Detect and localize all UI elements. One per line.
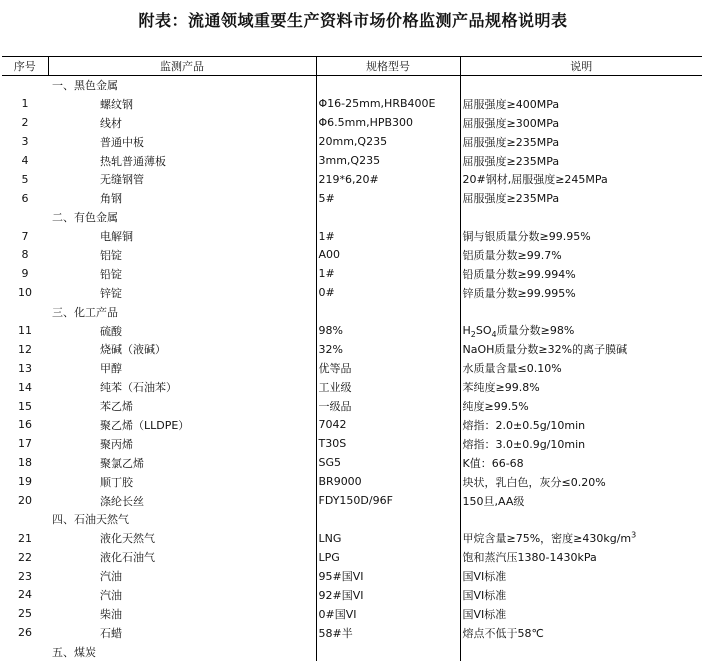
product-name: 石蜡 [100, 626, 122, 640]
row-number [2, 302, 48, 321]
table-row [2, 246, 702, 265]
desc-cell: 锌质量分数≥99.995% [460, 283, 702, 302]
table-row [2, 321, 702, 340]
product-name: 柴油 [100, 607, 122, 621]
spec-cell: 92#国VI [316, 586, 460, 605]
product-name: 普通中板 [100, 135, 144, 149]
product-name: 聚乙烯（LLDPE） [100, 418, 190, 432]
table-row [2, 132, 702, 151]
spec-cell: Φ16-25mm,HRB400E [316, 94, 460, 113]
product-name: 电解铜 [100, 230, 133, 244]
category-row [2, 208, 702, 227]
product-name: 苯乙烯 [100, 400, 133, 414]
category-row [2, 76, 702, 95]
desc-cell: 纯度≥99.5% [460, 397, 702, 416]
row-number: 22 [18, 550, 32, 564]
product-name: 液化天然气 [100, 532, 155, 546]
desc-cell [460, 510, 702, 529]
category-name: 四、石油天然气 [52, 513, 129, 527]
spec-cell: 3mm,Q235 [316, 151, 460, 170]
product-name: 烧碱（液碱） [100, 343, 166, 357]
spec-cell: A00 [316, 246, 460, 265]
row-number: 21 [18, 531, 32, 545]
category-name: 一、黑色金属 [52, 79, 118, 93]
row-number: 20 [18, 494, 32, 508]
desc-cell: 饱和蒸汽压1380-1430kPa [460, 548, 702, 567]
spec-cell: 20mm,Q235 [316, 132, 460, 151]
desc-cell: 屈服强度≥235MPa [460, 189, 702, 208]
desc-cell: 屈服强度≥400MPa [460, 94, 702, 113]
category-row [2, 302, 702, 321]
spec-cell [316, 302, 460, 321]
table-row [2, 416, 702, 435]
desc-cell [460, 302, 702, 321]
category-row [2, 642, 702, 661]
spec-cell [316, 642, 460, 661]
row-number: 1 [21, 97, 29, 111]
desc-text: H [462, 323, 471, 337]
product-name: 聚氯乙烯 [100, 456, 144, 470]
spec-cell [316, 76, 460, 95]
category-name: 五、煤炭 [52, 645, 96, 659]
spec-cell: FDY150D/96F [316, 491, 460, 510]
table-row [2, 548, 702, 567]
desc-text: 甲烷含量≥75%，密度≥430kg/m [462, 532, 632, 546]
table-row [2, 491, 702, 510]
spec-cell: 7042 [316, 416, 460, 435]
product-name: 甲醇 [100, 362, 122, 376]
desc-cell: 国VI标准 [460, 586, 702, 605]
spec-cell: SG5 [316, 453, 460, 472]
table-row [2, 359, 702, 378]
desc-cell: K值：66-68 [460, 453, 702, 472]
table-row [2, 434, 702, 453]
table-row [2, 529, 702, 548]
header-desc: 说明 [460, 57, 702, 76]
table-row [2, 453, 702, 472]
table-body [2, 76, 702, 662]
desc-cell [460, 208, 702, 227]
spec-cell: 0# [316, 283, 460, 302]
row-number: 10 [18, 286, 32, 300]
row-number: 14 [18, 380, 32, 394]
row-number: 3 [21, 135, 29, 149]
row-number [2, 208, 48, 227]
row-number [2, 76, 48, 95]
desc-cell: 铝质量分数≥99.7% [460, 246, 702, 265]
desc-cell: 国VI标准 [460, 604, 702, 623]
row-number: 15 [18, 399, 32, 413]
header-product: 监测产品 [48, 57, 316, 76]
spec-cell: 优等品 [316, 359, 460, 378]
category-name: 二、有色金属 [52, 211, 118, 225]
table-row [2, 623, 702, 642]
table-row [2, 113, 702, 132]
product-name: 铝锭 [100, 248, 122, 262]
spec-cell: 219*6,20# [316, 170, 460, 189]
product-name: 纯苯（石油苯） [100, 381, 177, 395]
table-row [2, 189, 702, 208]
spec-cell: BR9000 [316, 472, 460, 491]
desc-cell [460, 76, 702, 95]
header-spec: 规格型号 [316, 57, 460, 76]
product-name: 铅锭 [100, 267, 122, 281]
product-name: 汽油 [100, 588, 122, 602]
product-name: 液化石油气 [100, 551, 155, 565]
desc-cell: 块状，乳白色，灰分≤0.20% [460, 472, 702, 491]
product-name: 聚丙烯 [100, 437, 133, 451]
desc-cell: 150旦,AA级 [460, 491, 702, 510]
desc-cell: 20#钢材,屈服强度≥245MPa [460, 170, 702, 189]
row-number: 7 [21, 229, 29, 243]
spec-cell: 98% [316, 321, 460, 340]
desc-cell: 屈服强度≥235MPa [460, 132, 702, 151]
desc-superscript: 3 [631, 530, 637, 540]
spec-cell [316, 208, 460, 227]
desc-subscript: 4 [491, 330, 497, 340]
desc-cell: 水质量含量≤0.10% [460, 359, 702, 378]
row-number: 4 [21, 154, 29, 167]
spec-cell: LPG [316, 548, 460, 567]
row-number: 6 [21, 191, 29, 205]
row-number: 16 [18, 418, 32, 432]
table-header [2, 57, 702, 76]
desc-cell [460, 529, 702, 548]
spec-cell: LNG [316, 529, 460, 548]
desc-cell [460, 642, 702, 661]
table-row [2, 340, 702, 359]
spec-cell: 5# [316, 189, 460, 208]
desc-cell: 铜与银质量分数≥99.95% [460, 227, 702, 246]
spec-cell: 工业级 [316, 378, 460, 397]
spec-cell [316, 510, 460, 529]
row-number: 23 [18, 569, 32, 583]
table-row [2, 151, 702, 170]
product-name: 螺纹钢 [100, 97, 133, 111]
row-number: 25 [18, 607, 32, 621]
row-number: 8 [21, 248, 29, 262]
product-name: 顺丁胶 [100, 475, 133, 489]
spec-cell: Φ6.5mm,HPB300 [316, 113, 460, 132]
product-name: 汽油 [100, 570, 122, 584]
desc-cell: 苯纯度≥99.8% [460, 378, 702, 397]
spec-cell: 58#半 [316, 623, 460, 642]
desc-cell: NaOH质量分数≥32%的离子膜碱 [460, 340, 702, 359]
row-number [2, 510, 48, 529]
row-number: 18 [18, 456, 32, 470]
product-name: 热轧普通薄板 [100, 154, 166, 168]
spec-table [2, 56, 702, 661]
row-number [2, 642, 48, 661]
category-row [2, 510, 702, 529]
product-name: 涤纶长丝 [100, 494, 144, 508]
spec-cell: 1# [316, 227, 460, 246]
row-number: 2 [21, 116, 29, 130]
desc-cell [460, 321, 702, 340]
table-row [2, 170, 702, 189]
spec-cell: 0#国VI [316, 604, 460, 623]
row-number: 13 [18, 361, 32, 375]
row-number: 11 [18, 324, 32, 338]
table-row [2, 472, 702, 491]
product-name: 线材 [100, 116, 122, 130]
table-row [2, 567, 702, 586]
product-name: 锌锭 [100, 286, 122, 300]
desc-cell: 国VI标准 [460, 567, 702, 586]
row-number: 5 [21, 172, 29, 186]
desc-text: 质量分数≥98% [496, 323, 575, 337]
table-row [2, 397, 702, 416]
spec-cell: 一级品 [316, 397, 460, 416]
category-name: 三、化工产品 [52, 305, 118, 319]
desc-cell: 屈服强度≥300MPa [460, 113, 702, 132]
table-row [2, 378, 702, 397]
row-number: 12 [18, 342, 32, 356]
product-name: 无缝钢管 [100, 173, 144, 187]
row-number: 17 [18, 437, 32, 451]
desc-cell: 屈服强度≥235MPa [460, 151, 702, 170]
row-number: 9 [21, 267, 29, 281]
row-number: 26 [18, 626, 32, 640]
desc-cell: 熔点不低于58℃ [460, 623, 702, 642]
header-no: 序号 [2, 57, 48, 76]
desc-subscript: 2 [470, 330, 476, 340]
table-row [2, 264, 702, 283]
table-row [2, 586, 702, 605]
table-row [2, 604, 702, 623]
spec-cell: 32% [316, 340, 460, 359]
product-name: 角钢 [100, 192, 122, 206]
desc-cell: 铅质量分数≥99.994% [460, 264, 702, 283]
spec-cell: T30S [316, 434, 460, 453]
product-name: 硫酸 [100, 324, 122, 338]
page-title: 附表：流通领域重要生产资料市场价格监测产品规格说明表 [138, 11, 568, 30]
desc-cell: 熔指：3.0±0.9g/10min [460, 434, 702, 453]
desc-cell: 熔指：2.0±0.5g/10min [460, 416, 702, 435]
row-number: 24 [18, 588, 32, 602]
desc-text: SO [475, 323, 492, 337]
spec-cell: 95#国VI [316, 567, 460, 586]
table-row [2, 94, 702, 113]
table-row [2, 283, 702, 302]
spec-cell: 1# [316, 264, 460, 283]
row-number: 19 [18, 475, 32, 489]
table-row [2, 227, 702, 246]
